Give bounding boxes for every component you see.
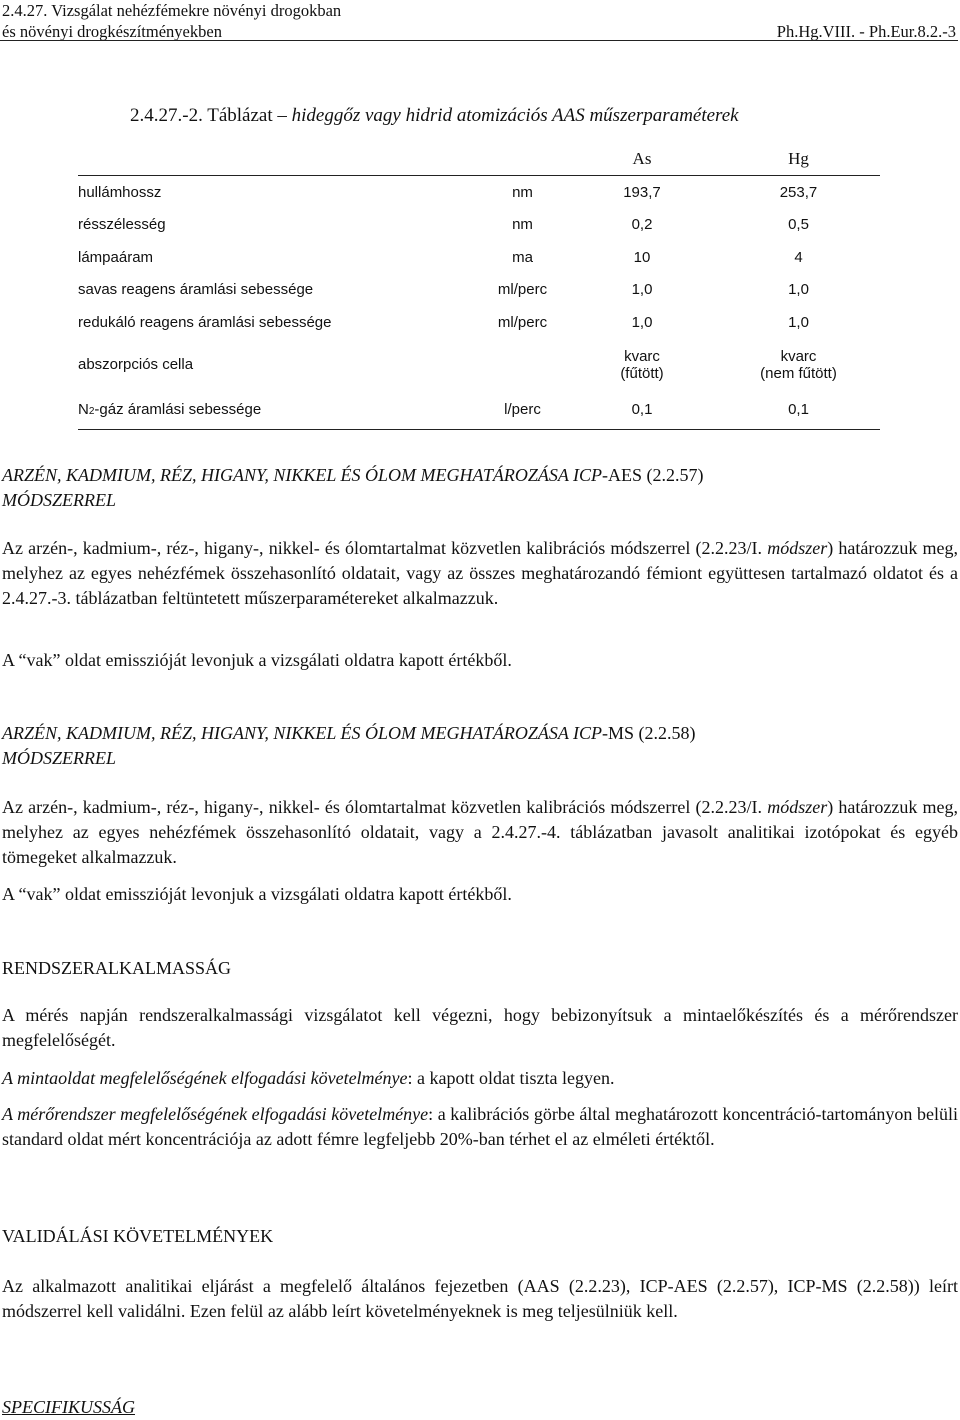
specificity-heading: SPECIFIKUSSÁG (2, 1397, 135, 1417)
hg-cell-line2: (nem fűtött) (760, 364, 837, 382)
measurement-acceptance-label: A mérőrendszer megfelelőségének elfogadási követelménye (2, 1104, 429, 1124)
row-as-value: 0,2 (631, 216, 653, 234)
table-caption (130, 105, 739, 127)
icp-aes-p1-text-a: Az arzén-, kadmium-, réz-, higany-, nikkel- és ólomtartalmat közvetlen kalibrációs módszerrel (2.2.23/I. (2, 538, 768, 558)
row-as-value (567, 339, 717, 391)
as-cell-line1: kvarc (624, 347, 660, 365)
row-name (78, 391, 478, 430)
row-name: hullámhossz (78, 183, 162, 201)
header-pharmacopoeia-ref: Ph.Hg.VIII. - Ph.Eur.8.2.-3 (776, 22, 956, 41)
row-name: lámpaáram (78, 248, 154, 266)
validation-paragraph: Az alkalmazott analitikai eljárást a megfelelő általános fejezetben (AAS (2.2.23), ICP-AES (2.2.57), ICP-MS (2.2.58)) leírt módszerrel kell validálni. Ezen felül az alább leírt követelményeknek is meg teljesülniük kell. (2, 1276, 958, 1321)
icp-ms-paragraph-2: A “vak” oldat emisszióját levonjuk a vizsgálati oldatra kapott értékből. (2, 884, 512, 904)
row-name: savas reagens áramlási sebessége (78, 281, 314, 299)
row-hg-value: 0,5 (788, 216, 809, 234)
row-as-value: 0,1 (567, 391, 717, 430)
system-suitability-heading: RENDSZERALKALMASSÁG (2, 958, 232, 978)
sample-acceptance-text: : a kapott oldat tiszta legyen. (407, 1068, 615, 1088)
row-as-value: 1,0 (631, 313, 653, 331)
table-header-row (78, 143, 880, 176)
icp-ms-p1-text-b: módszer (767, 797, 828, 817)
header-rule (0, 40, 958, 41)
validation-heading: VALIDÁLÁSI KÖVETELMÉNYEK (2, 1226, 274, 1246)
icp-aes-heading (2, 463, 958, 513)
row-unit: ml/perc (497, 313, 548, 331)
icp-aes-p1-text-b: módszer (767, 538, 828, 558)
table-row (78, 241, 880, 274)
row-hg-value: 1,0 (788, 313, 809, 331)
col-header-unit (478, 143, 567, 176)
aas-parameters-table (78, 143, 880, 430)
icp-aes-paragraph-2: A “vak” oldat emisszióját levonjuk a vizsgálati oldatra kapott értékből. (2, 650, 512, 670)
hg-cell-line1: kvarc (780, 347, 817, 365)
row-hg-value: 0,1 (717, 391, 880, 430)
row-unit: nm (512, 216, 533, 234)
running-header (2, 0, 958, 42)
table-caption-number: 2.4.27.-2. Táblázat – (130, 105, 292, 126)
row-as-value: 1,0 (631, 281, 653, 299)
row-as-value: 10 (633, 248, 651, 266)
icp-ms-p1-text-c: ) határozzuk meg, melyhez az egyes nehézfémek összehasonlító oldatait, vagy a 2.4.27.-4. táblázatban javasolt analitikai izotópokat és egyéb tömegeket alkalmazzuk. (2, 797, 959, 867)
icp-aes-paragraph-1 (2, 536, 958, 611)
row-unit: l/perc (478, 391, 567, 430)
measurement-acceptance-text: : a kalibrációs görbe által meghatározott koncentráció-tartományon belüli standard oldat mért koncentrációja az adott fémre legfeljebb 20%-ban térhet el az elméleti értéktől. (2, 1104, 958, 1149)
system-suitability-paragraph-1: A mérés napján rendszeralkalmassági vizsgálatot kell végezni, hogy bebizonyítsuk a mintaelőkészítés és a mérőrendszer megfelelőségét. (2, 1005, 958, 1050)
row-unit: ma (512, 248, 533, 266)
row-unit: nm (512, 183, 533, 201)
icp-aes-heading-line2: MÓDSZERREL (2, 490, 116, 510)
row-unit (478, 339, 567, 391)
system-suitability-paragraph-2 (2, 1066, 958, 1091)
row-name-pre: N (78, 401, 89, 418)
header-title-line1: 2.4.27. Vizsgálat nehézfémekre növényi drogokban (2, 1, 342, 20)
icp-ms-heading (2, 721, 958, 771)
row-as-value: 193,7 (623, 183, 661, 201)
row-unit: ml/perc (497, 281, 548, 299)
table-row (78, 391, 880, 430)
icp-ms-p1-text-a: Az arzén-, kadmium-, réz-, higany-, nikkel- és ólomtartalmat közvetlen kalibrációs módszerrel (2.2.23/I. (2, 797, 768, 817)
system-suitability-paragraph-3 (2, 1102, 958, 1152)
col-header-name (78, 143, 478, 176)
icp-aes-heading-method: AES (2.2.57) (608, 465, 704, 485)
row-name: résszélesség (78, 216, 166, 234)
row-name: abszorpciós cella (78, 356, 194, 373)
icp-aes-heading-italic: ARZÉN, KADMIUM, RÉZ, HIGANY, NIKKEL ÉS ÓLOM MEGHATÁROZÁSA ICP- (2, 465, 609, 485)
table-caption-title: hideggőz vagy hidrid atomizációs AAS műszerparaméterek (291, 105, 739, 126)
table-row (78, 339, 880, 391)
col-header-hg: Hg (717, 143, 880, 176)
icp-ms-heading-italic: ARZÉN, KADMIUM, RÉZ, HIGANY, NIKKEL ÉS ÓLOM MEGHATÁROZÁSA ICP- (2, 723, 609, 743)
as-cell-line2: (fűtött) (620, 364, 664, 382)
row-hg-value: 1,0 (788, 281, 809, 299)
row-name: redukáló reagens áramlási sebessége (78, 313, 332, 331)
row-hg-value: 4 (794, 248, 803, 266)
table-row (78, 176, 880, 209)
icp-ms-heading-method: MS (2.2.58) (608, 723, 696, 743)
table-row (78, 274, 880, 307)
col-header-as: As (567, 143, 717, 176)
table-row (78, 209, 880, 242)
table-row (78, 306, 880, 339)
icp-ms-heading-line2: MÓDSZERREL (2, 748, 116, 768)
row-hg-value (717, 339, 880, 391)
row-hg-value: 253,7 (779, 183, 818, 201)
icp-aes-p1-text-c: ) határozzuk meg, melyhez az egyes nehézfémek összehasonlító oldatait, vagy az összes meghatározandó fémiont együttesen tartalmazó oldatot és a 2.4.27.-3. táblázatban feltüntetett műszerparamétereket alkalmazzuk. (2, 538, 959, 608)
header-line2 (2, 21, 958, 42)
sample-acceptance-label: A mintaoldat megfelelőségének elfogadási követelménye (2, 1068, 408, 1088)
header-title-line2: és növényi drogkészítményekben (2, 22, 222, 41)
row-name-post: -gáz áramlási sebessége (94, 401, 262, 418)
icp-ms-paragraph-1 (2, 795, 958, 870)
row-name-subscript: 2 (88, 406, 95, 417)
